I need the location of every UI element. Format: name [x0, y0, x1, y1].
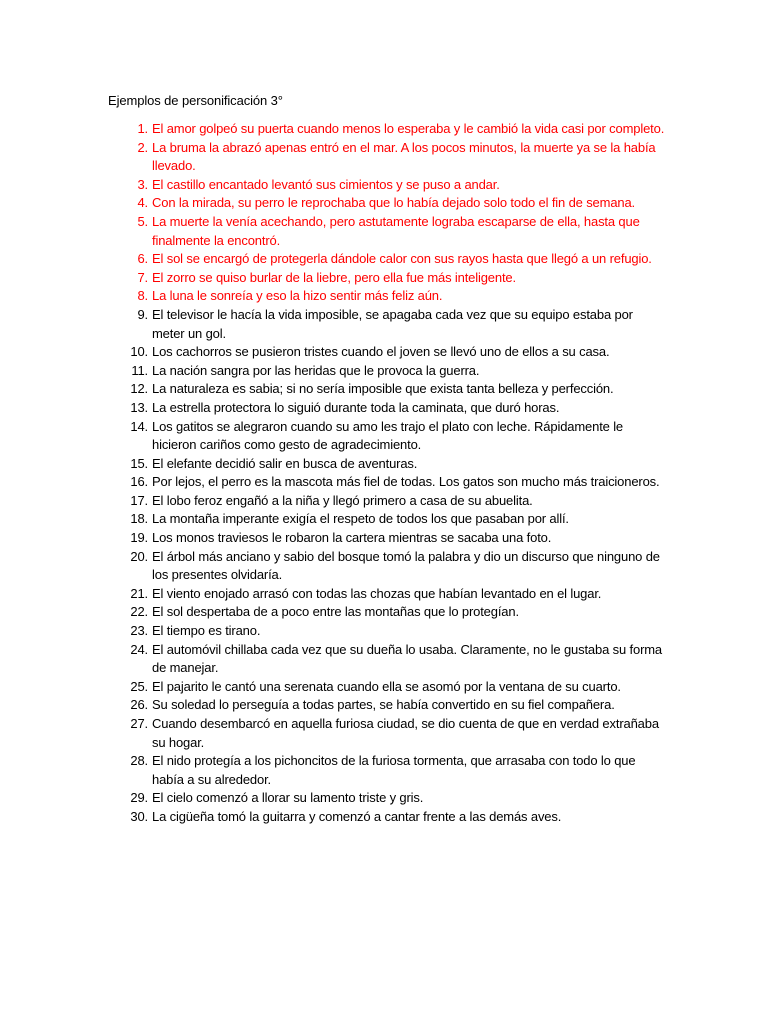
list-item [108, 678, 668, 697]
list-item-number: 2. [137, 139, 148, 155]
list-item [108, 139, 668, 176]
list-item-number: 9. [137, 306, 148, 322]
list-item-number: 12. [130, 381, 148, 397]
list-item-text: El árbol más anciano y sabio del bosque tomó la palabra y dio un discurso que ninguno de los presentes olvidaría. [152, 548, 660, 583]
list-item-number: 11. [131, 362, 148, 378]
list-item-text: El amor golpeó su puerta cuando menos lo esperaba y le cambió la vida casi por completo. [152, 121, 665, 136]
list-item-number: 23. [130, 623, 148, 639]
list-item-text: El sol despertaba de a poco entre las montañas que lo protegían. [152, 604, 519, 620]
list-item [108, 287, 668, 306]
list-item [108, 492, 668, 511]
list-item-number: 21. [130, 585, 148, 601]
list-item-text: El nido protegía a los pichoncitos de la furiosa tormenta, que arrasaba con todo lo que había a su alrededor. [152, 753, 636, 787]
list-item [108, 752, 668, 789]
list-item [108, 343, 668, 362]
list-item-number: 28. [130, 753, 148, 769]
list-item [108, 585, 668, 604]
list-item-text: Cuando desembarcó en aquella furiosa ciudad, se dio cuenta de que en verdad extrañaba su hogar. [152, 716, 659, 750]
list-item-text: El televisor le hacía la vida imposible, se apagaba cada vez que su equipo estaba por meter un gol. [152, 306, 633, 341]
list-item [108, 715, 668, 752]
list-item [108, 510, 668, 529]
list-item-number: 16. [130, 474, 148, 490]
list-item-text: El automóvil chillaba cada vez que su dueña lo usaba. Claramente, no le gustaba su forma de manejar. [152, 641, 663, 676]
list-item-text: La montaña imperante exigía el respeto de todos los que pasaban por allí. [152, 511, 569, 527]
list-item-text: Los cachorros se pusieron tristes cuando el joven se llevó uno de ellos a su casa. [152, 344, 610, 360]
list-item [108, 399, 668, 418]
list-item [108, 250, 668, 269]
list-item-number: 20. [130, 548, 148, 564]
list-item-number: 15. [130, 455, 148, 471]
examples-list [108, 120, 668, 827]
list-item-text: Los gatitos se alegraron cuando su amo les trajo el plato con leche. Rápidamente le hicieron cariños como gesto de agradecimiento. [152, 418, 624, 453]
list-item-number: 26. [130, 697, 148, 713]
list-item-text: La luna le sonreía y eso la hizo sentir más feliz aún. [152, 288, 443, 304]
list-item-number: 1. [137, 121, 148, 136]
list-item-text: La nación sangra por las heridas que le provoca la guerra. [152, 362, 480, 378]
list-item-number: 10. [130, 344, 148, 360]
list-item-number: 17. [130, 492, 148, 508]
list-item-number: 8. [137, 288, 148, 304]
list-item-text: El pajarito le cantó una serenata cuando ella se asomó por la ventana de su cuarto. [152, 678, 621, 694]
list-item-text: La cigüeña tomó la guitarra y comenzó a cantar frente a las demás aves. [152, 808, 562, 824]
list-item-text: La estrella protectora lo siguió durante toda la caminata, que duró horas. [152, 399, 560, 415]
list-item-number: 5. [137, 213, 148, 229]
list-item [108, 473, 668, 492]
list-item-text: El sol se encargó de protegerla dándole calor con sus rayos hasta que llegó a un refugio. [152, 251, 652, 267]
list-item-number: 25. [130, 678, 148, 694]
list-item-number: 29. [130, 790, 148, 806]
list-item-text: La bruma la abrazó apenas entró en el mar. A los pocos minutos, la muerte ya se la había llevado. [152, 139, 656, 174]
list-item-text: Los monos traviesos le robaron la cartera mientras se sacaba una foto. [152, 530, 552, 546]
list-item-text: El viento enojado arrasó con todas las chozas que habían levantado en el lugar. [152, 585, 602, 601]
list-item [108, 380, 668, 399]
list-item-number: 13. [130, 399, 148, 415]
list-item [108, 529, 668, 548]
list-item [108, 418, 668, 455]
list-item [108, 213, 668, 250]
list-item-number: 14. [130, 418, 148, 434]
list-item-number: 18. [130, 511, 148, 527]
list-item-number: 6. [137, 251, 148, 267]
list-item-text: La muerte la venía acechando, pero astutamente lograba escaparse de ella, hasta que finalmente la encontró. [152, 213, 640, 248]
list-item [108, 548, 668, 585]
list-item-text: Con la mirada, su perro le reprochaba que lo había dejado solo todo el fin de semana. [152, 195, 636, 211]
list-item [108, 641, 668, 678]
list-item-number: 7. [137, 269, 148, 285]
list-item [108, 455, 668, 474]
list-item [108, 306, 668, 343]
list-item [108, 269, 668, 288]
list-item [108, 808, 668, 827]
list-item [108, 194, 668, 213]
list-item-text: El lobo feroz engañó a la niña y llegó primero a casa de su abuelita. [152, 492, 533, 508]
list-item-text: El tiempo es tirano. [152, 623, 261, 639]
list-item-number: 3. [137, 176, 148, 192]
list-item-text: El cielo comenzó a llorar su lamento triste y gris. [152, 790, 424, 806]
list-item-text: El zorro se quiso burlar de la liebre, pero ella fue más inteligente. [152, 269, 516, 285]
list-item-text: Por lejos, el perro es la mascota más fiel de todas. Los gatos son mucho más traicioneros. [152, 474, 660, 490]
list-item-number: 30. [130, 808, 148, 824]
list-item [108, 176, 668, 195]
list-item-text: Su soledad lo perseguía a todas partes, se había convertido en su fiel compañera. [152, 697, 615, 713]
list-item-text: El castillo encantado levantó sus cimientos y se puso a andar. [152, 176, 500, 192]
document-title: Ejemplos de personificación 3° [108, 93, 283, 108]
list-item [108, 696, 668, 715]
list-item-number: 19. [130, 530, 148, 546]
list-item [108, 120, 668, 139]
list-item-text: El elefante decidió salir en busca de aventuras. [152, 455, 418, 471]
list-item-number: 24. [130, 641, 148, 657]
list-item [108, 362, 668, 381]
list-item-text: La naturaleza es sabia; si no sería imposible que exista tanta belleza y perfección. [152, 381, 614, 397]
list-item-number: 4. [137, 195, 148, 211]
list-item [108, 789, 668, 808]
list-item-number: 27. [130, 716, 148, 731]
list-item [108, 603, 668, 622]
list-item [108, 622, 668, 641]
list-item-number: 22. [130, 604, 148, 620]
